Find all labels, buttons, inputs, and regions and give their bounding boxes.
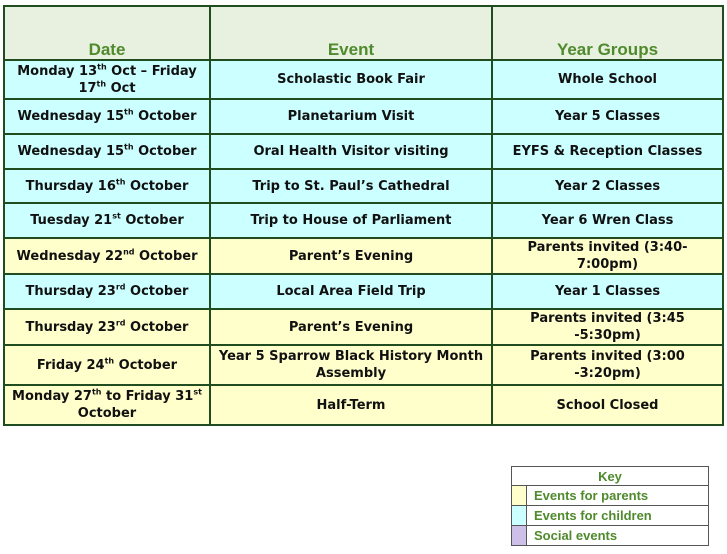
event-cell: Planetarium Visit — [210, 99, 492, 134]
groups-cell: School Closed — [492, 385, 723, 425]
date-header: Date — [4, 6, 210, 60]
event-cell: Half-Term — [210, 385, 492, 425]
event-cell: Parent’s Evening — [210, 238, 492, 274]
header-row — [4, 6, 723, 60]
event-cell: Year 5 Sparrow Black History Month Assembly — [210, 345, 492, 385]
date-cell: Friday 24th October — [4, 345, 210, 385]
table-row — [4, 238, 723, 274]
table-row — [4, 385, 723, 425]
event-header: Event — [210, 6, 492, 60]
parents-swatch — [512, 486, 527, 506]
key-label: Social events — [527, 526, 709, 546]
children-swatch — [512, 506, 527, 526]
date-cell: Thursday 23rd October — [4, 274, 210, 309]
key-item — [512, 526, 709, 546]
key-title: Key — [512, 467, 709, 486]
date-cell: Monday 27th to Friday 31st October — [4, 385, 210, 425]
events-table — [3, 5, 724, 426]
table-row — [4, 134, 723, 169]
table-row — [4, 274, 723, 309]
date-cell: Thursday 23rd October — [4, 309, 210, 345]
groups-cell: Whole School — [492, 60, 723, 99]
groups-cell: Parents invited (3:40-7:00pm) — [492, 238, 723, 274]
table-row — [4, 345, 723, 385]
groups-cell: Year 5 Classes — [492, 99, 723, 134]
key-item — [512, 506, 709, 526]
event-cell: Trip to St. Paul’s Cathedral — [210, 169, 492, 203]
groups-cell: Year 2 Classes — [492, 169, 723, 203]
table-row — [4, 60, 723, 99]
key-label: Events for parents — [527, 486, 709, 506]
table-row — [4, 169, 723, 203]
key-legend — [511, 466, 709, 546]
social-swatch — [512, 526, 527, 546]
date-cell: Wednesday 22nd October — [4, 238, 210, 274]
date-cell: Wednesday 15th October — [4, 99, 210, 134]
date-cell: Monday 13th Oct – Friday 17th Oct — [4, 60, 210, 99]
table-row — [4, 309, 723, 345]
groups-cell: Year 6 Wren Class — [492, 203, 723, 238]
table-row — [4, 99, 723, 134]
groups-cell: Parents invited (3:00 -3:20pm) — [492, 345, 723, 385]
groups-cell: Parents invited (3:45 -5:30pm) — [492, 309, 723, 345]
event-cell: Scholastic Book Fair — [210, 60, 492, 99]
key-label: Events for children — [527, 506, 709, 526]
event-cell: Local Area Field Trip — [210, 274, 492, 309]
date-cell: Tuesday 21st October — [4, 203, 210, 238]
groups-cell: Year 1 Classes — [492, 274, 723, 309]
groups-cell: EYFS & Reception Classes — [492, 134, 723, 169]
event-cell: Trip to House of Parliament — [210, 203, 492, 238]
date-cell: Wednesday 15th October — [4, 134, 210, 169]
table-row — [4, 203, 723, 238]
event-cell: Oral Health Visitor visiting — [210, 134, 492, 169]
event-cell: Parent’s Evening — [210, 309, 492, 345]
key-item — [512, 486, 709, 506]
groups-header: Year Groups — [492, 6, 723, 60]
date-cell: Thursday 16th October — [4, 169, 210, 203]
